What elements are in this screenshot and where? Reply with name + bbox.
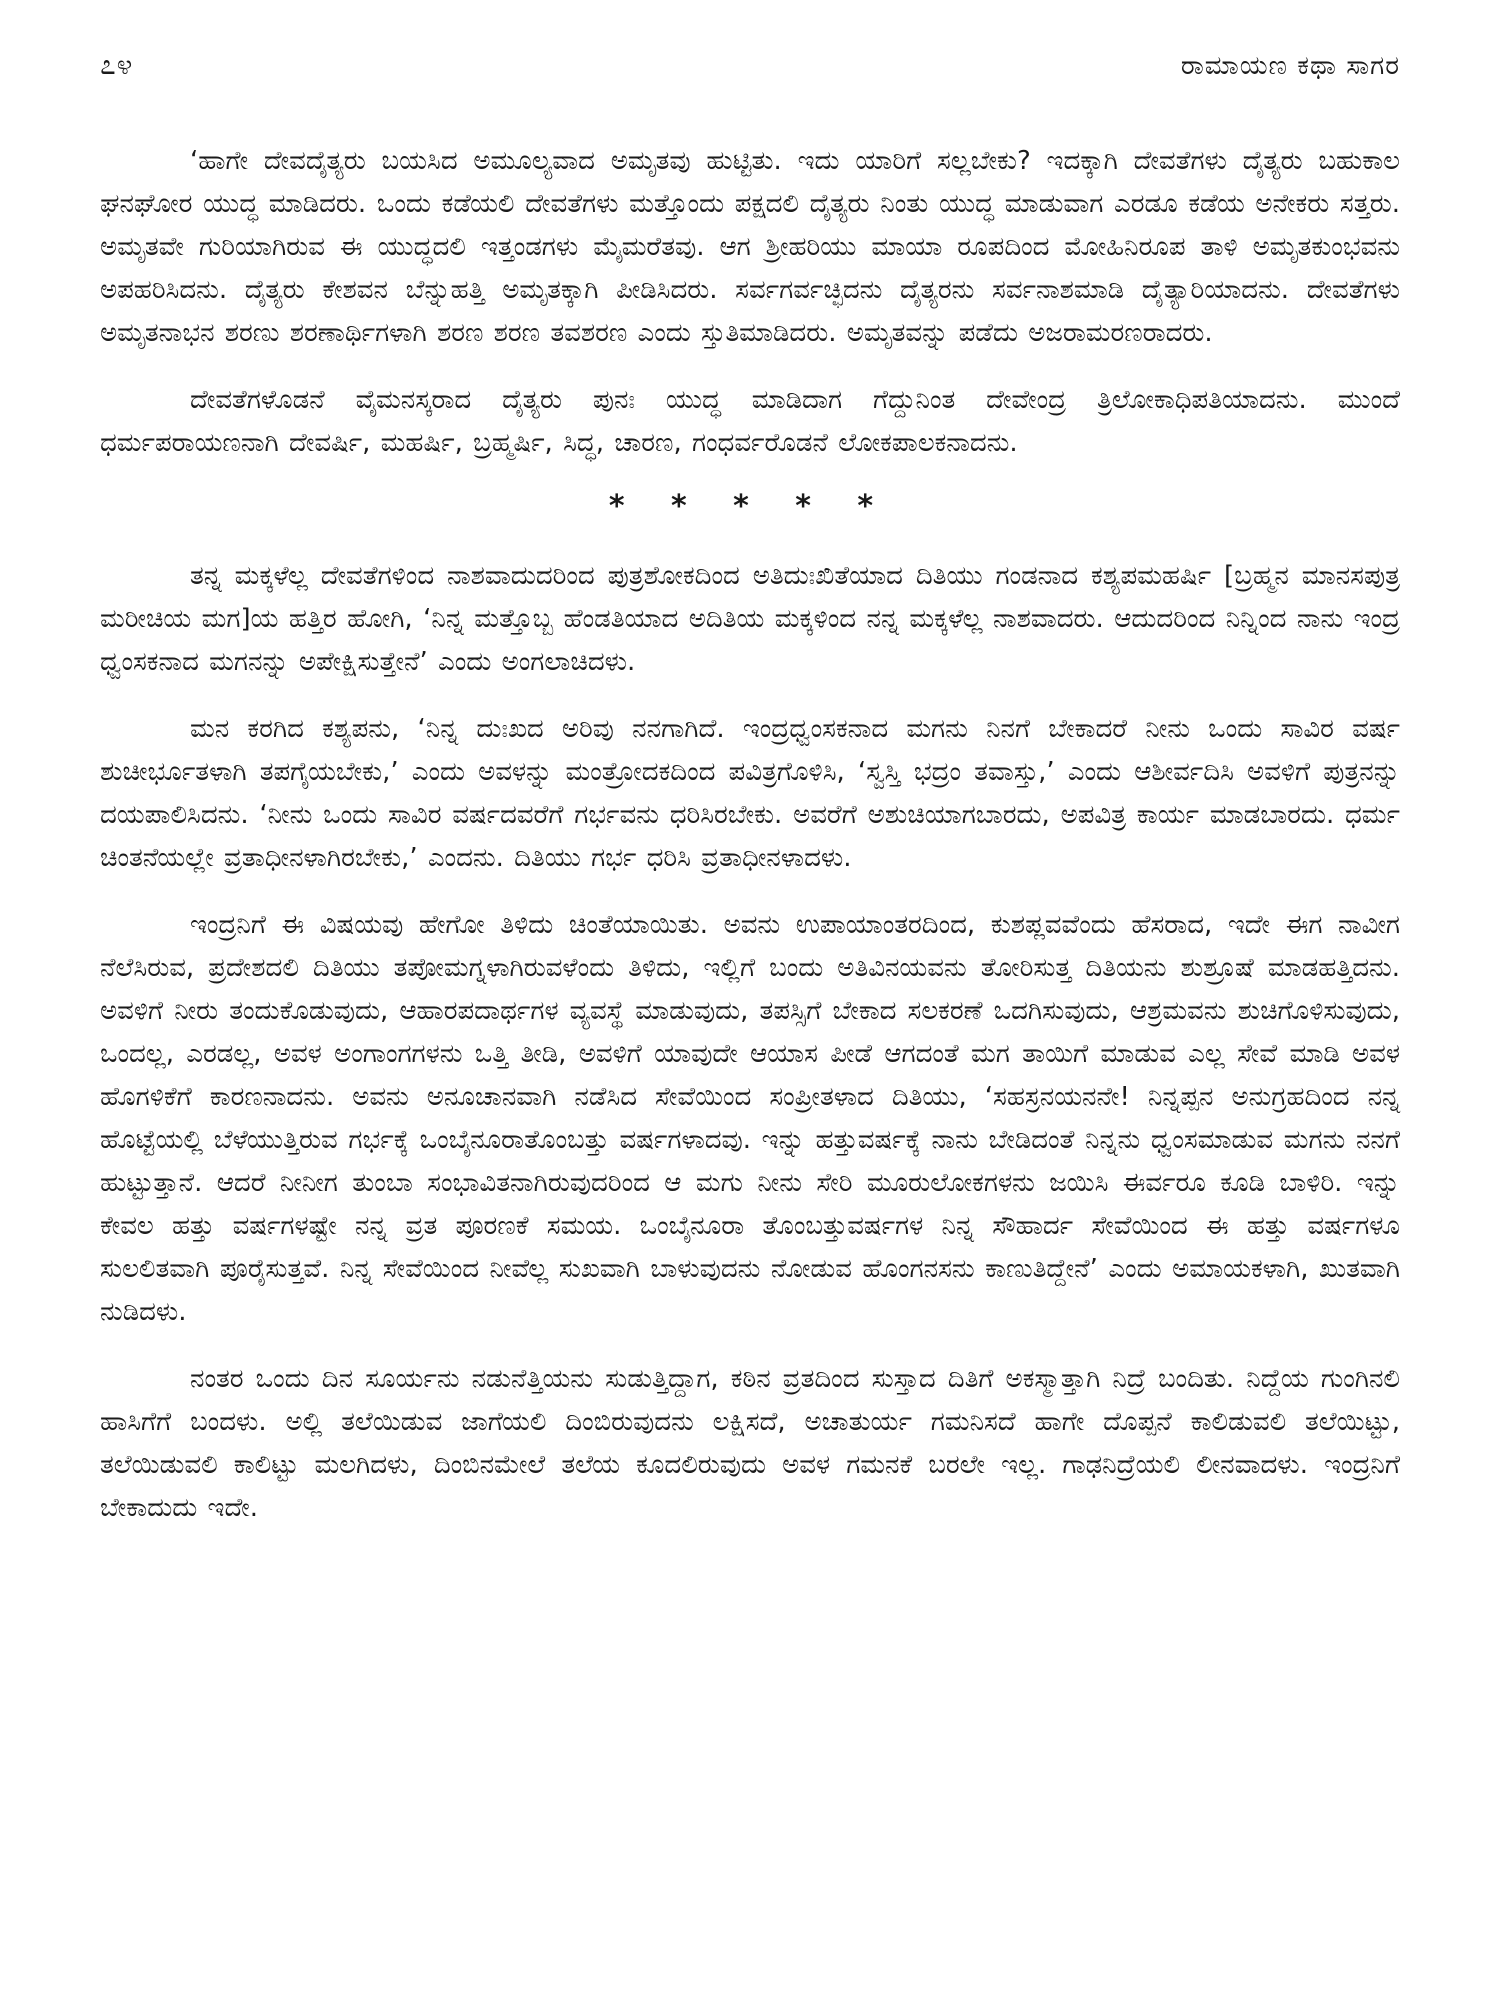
section-separator: * * * * *	[608, 489, 892, 524]
page-header	[100, 48, 1400, 98]
paragraph-diti-sleep: ನಂತರ ಒಂದು ದಿನ ಸೂರ್ಯನು ನಡುನೆತ್ತಿಯನು ಸುಡುತ್ತಿದ್ದಾಗ, ಕಠಿನ ವ್ರತದಿಂದ ಸುಸ್ತಾದ ದಿತಿಗೆ ಅಕಸ್ಮಾತ್ತಾಗಿ ನಿದ್ರೆ ಬಂದಿತು. ನಿದ್ದೆಯ ಗುಂಗಿನಲಿ ಹಾಸಿಗೆಗೆ ಬಂದಳು. ಅಲ್ಲಿ ತಲೆಯಿಡುವ ಜಾಗೆಯಲಿ ದಿಂಬಿರುವುದನು ಲಕ್ಷಿಸದೆ, ಅಚಾತುರ್ಯ ಗಮನಿಸದೆ ಹಾಗೇ ದೊಪ್ಪನೆ ಕಾಲಿಡುವಲಿ ತಲೆಯಿಟ್ಟು, ತಲೆಯಿಡುವಲಿ ಕಾಲಿಟ್ಟು ಮಲಗಿದಳು, ದಿಂಬಿನಮೇಲೆ ತಲೆಯ ಕೂದಲಿರುವುದು ಅವಳ ಗಮನಕೆ ಬರಲೇ ಇಲ್ಲ. ಗಾಢನಿದ್ರೆಯಲಿ ಲೀನವಾದಳು. ಇಂದ್ರನಿಗೆ ಬೇಕಾದುದು ಇದೇ.	[100, 1364, 1400, 1523]
paragraph-diti-request: ತನ್ನ ಮಕ್ಕಳೆಲ್ಲ ದೇವತೆಗಳಿಂದ ನಾಶವಾದುದರಿಂದ ಪುತ್ರಶೋಕದಿಂದ ಅತಿದುಃಖಿತೆಯಾದ ದಿತಿಯು ಗಂಡನಾದ ಕಶ್ಯಪಮಹರ್ಷಿ [ಬ್ರಹ್ಮನ ಮಾನಸಪುತ್ರ ಮರೀಚಿಯ ಮಗ]ಯ ಹತ್ತಿರ ಹೋಗಿ, ‘ನಿನ್ನ ಮತ್ತೊಬ್ಬ ಹೆಂಡತಿಯಾದ ಅದಿತಿಯ ಮಕ್ಕಳಿಂದ ನನ್ನ ಮಕ್ಕಳೆಲ್ಲ ನಾಶವಾದರು. ಆದುದರಿಂದ ನಿನ್ನಿಂದ ನಾನು ಇಂದ್ರ ಧ್ವಂಸಕನಾದ ಮಗನನ್ನು ಅಪೇಕ್ಷಿಸುತ್ತೇನೆ’ ಎಂದು ಅಂಗಲಾಚಿದಳು.	[100, 561, 1400, 677]
paragraph-amrita-churning: ‘ಹಾಗೇ ದೇವದೈತ್ಯರು ಬಯಸಿದ ಅಮೂಲ್ಯವಾದ ಅಮೃತವು ಹುಟ್ಟಿತು. ಇದು ಯಾರಿಗೆ ಸಲ್ಲಬೇಕು? ಇದಕ್ಕಾಗಿ ದೇವತೆಗಳು ದೈತ್ಯರು ಬಹುಕಾಲ ಘನಘೋರ ಯುದ್ಧ ಮಾಡಿದರು. ಒಂದು ಕಡೆಯಲಿ ದೇವತೆಗಳು ಮತ್ತೊಂದು ಪಕ್ಷದಲಿ ದೈತ್ಯರು ನಿಂತು ಯುದ್ಧ ಮಾಡುವಾಗ ಎರಡೂ ಕಡೆಯ ಅನೇಕರು ಸತ್ತರು. ಅಮೃತವೇ ಗುರಿಯಾಗಿರುವ ಈ ಯುದ್ಧದಲಿ ಇತ್ತಂಡಗಳು ಮೈಮರೆತವು. ಆಗ ಶ್ರೀಹರಿಯು ಮಾಯಾ ರೂಪದಿಂದ ಮೋಹಿನಿರೂಪ ತಾಳಿ ಅಮೃತಕುಂಭವನು ಅಪಹರಿಸಿದನು. ದೈತ್ಯರು ಕೇಶವನ ಬೆನ್ನುಹತ್ತಿ ಅಮೃತಕ್ಕಾಗಿ ಪೀಡಿಸಿದರು. ಸರ್ವಗರ್ವಚ್ಛಿದನು ದೈತ್ಯರನು ಸರ್ವನಾಶಮಾಡಿ ದೈತ್ಯಾರಿಯಾದನು. ದೇವತೆಗಳು ಅಮೃತನಾಭನ ಶರಣು ಶರಣಾರ್ಥಿಗಳಾಗಿ ಶರಣ ಶರಣ ತವಶರಣ ಎಂದು ಸ್ತುತಿಮಾಡಿದರು. ಅಮೃತವನ್ನು ಪಡೆದು ಅಜರಾಮರಣರಾದರು.	[100, 146, 1400, 348]
paragraph-devendra-victory: ದೇವತೆಗಳೊಡನೆ ವೈಮನಸ್ಕರಾದ ದೈತ್ಯರು ಪುನಃ ಯುದ್ಧ ಮಾಡಿದಾಗ ಗೆದ್ದುನಿಂತ ದೇವೇಂದ್ರ ತ್ರಿಲೋಕಾಧಿಪತಿಯಾದನು. ಮುಂದೆ ಧರ್ಮಪರಾಯಣನಾಗಿ ದೇವರ್ಷಿ, ಮಹರ್ಷಿ, ಬ್ರಹ್ಮರ್ಷಿ, ಸಿದ್ಧ, ಚಾರಣ, ಗಂಧರ್ವರೊಡನೆ ಲೋಕಪಾಲಕನಾದನು.	[100, 385, 1400, 458]
paragraph-indra-service: ಇಂದ್ರನಿಗೆ ಈ ವಿಷಯವು ಹೇಗೋ ತಿಳಿದು ಚಿಂತೆಯಾಯಿತು. ಅವನು ಉಪಾಯಾಂತರದಿಂದ, ಕುಶಪ್ಲವವೆಂದು ಹೆಸರಾದ, ಇದೇ ಈಗ ನಾವೀಗ ನೆಲೆಸಿರುವ, ಪ್ರದೇಶದಲಿ ದಿತಿಯು ತಪೋಮಗ್ನಳಾಗಿರುವಳೆಂದು ತಿಳಿದು, ಇಲ್ಲಿಗೆ ಬಂದು ಅತಿವಿನಯವನು ತೋರಿಸುತ್ತ ದಿತಿಯನು ಶುಶ್ರೂಷೆ ಮಾಡಹತ್ತಿದನು. ಅವಳಿಗೆ ನೀರು ತಂದುಕೊಡುವುದು, ಆಹಾರಪದಾರ್ಥಗಳ ವ್ಯವಸ್ಥೆ ಮಾಡುವುದು, ತಪಸ್ಸಿಗೆ ಬೇಕಾದ ಸಲಕರಣೆ ಒದಗಿಸುವುದು, ಆಶ್ರಮವನು ಶುಚಿಗೊಳಿಸುವುದು, ಒಂದಲ್ಲ, ಎರಡಲ್ಲ, ಅವಳ ಅಂಗಾಂಗಗಳನು ಒತ್ತಿ ತೀಡಿ, ಅವಳಿಗೆ ಯಾವುದೇ ಆಯಾಸ ಪೀಡೆ ಆಗದಂತೆ ಮಗ ತಾಯಿಗೆ ಮಾಡುವ ಎಲ್ಲ ಸೇವೆ ಮಾಡಿ ಅವಳ ಹೊಗಳಿಕೆಗೆ ಕಾರಣನಾದನು. ಅವನು ಅನೂಚಾನವಾಗಿ ನಡೆಸಿದ ಸೇವೆಯಿಂದ ಸಂಪ್ರೀತಳಾದ ದಿತಿಯು, ‘ಸಹಸ್ರನಯನನೇ! ನಿನ್ನಪ್ಪನ ಅನುಗ್ರಹದಿಂದ ನನ್ನ ಹೊಟ್ಟೆಯಲ್ಲಿ ಬೆಳೆಯುತ್ತಿರುವ ಗರ್ಭಕ್ಕೆ ಒಂಬೈನೂರಾತೊಂಬತ್ತು ವರ್ಷಗಳಾದವು. ಇನ್ನು ಹತ್ತುವರ್ಷಕ್ಕೆ ನಾನು ಬೇಡಿದಂತೆ ನಿನ್ನನು ಧ್ವಂಸಮಾಡುವ ಮಗನು ನನಗೆ ಹುಟ್ಟುತ್ತಾನೆ. ಆದರೆ ನೀನೀಗ ತುಂಬಾ ಸಂಭಾವಿತನಾಗಿರುವುದರಿಂದ ಆ ಮಗು ನೀನು ಸೇರಿ ಮೂರುಲೋಕಗಳನು ಜಯಿಸಿ ಈರ್ವರೂ ಕೂಡಿ ಬಾಳಿರಿ. ಇನ್ನು ಕೇವಲ ಹತ್ತು ವರ್ಷಗಳಷ್ಟೇ ನನ್ನ ವ್ರತ ಪೂರಣಕೆ ಸಮಯ. ಒಂಬೈನೂರಾ ತೊಂಬತ್ತುವರ್ಷಗಳ ನಿನ್ನ ಸೌಹಾರ್ದ ಸೇವೆಯಿಂದ ಈ ಹತ್ತು ವರ್ಷಗಳೂ ಸುಲಲಿತವಾಗಿ ಪೂರೈಸುತ್ತವೆ. ನಿನ್ನ ಸೇವೆಯಿಂದ ನೀವೆಲ್ಲ ಸುಖವಾಗಿ ಬಾಳುವುದನು ನೋಡುವ ಹೊಂಗನಸನು ಕಾಣುತಿದ್ದೇನೆ’ ಎಂದು ಅಮಾಯಕಳಾಗಿ, ಖುತವಾಗಿ ನುಡಿದಳು.	[100, 910, 1400, 1327]
paragraph-kashyapa-boon: ಮನ ಕರಗಿದ ಕಶ್ಯಪನು, ‘ನಿನ್ನ ದುಃಖದ ಅರಿವು ನನಗಾಗಿದೆ. ಇಂದ್ರಧ್ವಂಸಕನಾದ ಮಗನು ನಿನಗೆ ಬೇಕಾದರೆ ನೀನು ಒಂದು ಸಾವಿರ ವರ್ಷ ಶುಚೀರ್ಭೂತಳಾಗಿ ತಪಗೈಯಬೇಕು,’ ಎಂದು ಅವಳನ್ನು ಮಂತ್ರೋದಕದಿಂದ ಪವಿತ್ರಗೊಳಿಸಿ, ‘ಸ್ವಸ್ತಿ ಭದ್ರಂ ತವಾಸ್ತು,’ ಎಂದು ಆಶೀರ್ವದಿಸಿ ಅವಳಿಗೆ ಪುತ್ರನನ್ನು ದಯಪಾಲಿಸಿದನು. ‘ನೀನು ಒಂದು ಸಾವಿರ ವರ್ಷದವರೆಗೆ ಗರ್ಭವನು ಧರಿಸಿರಬೇಕು. ಅವರೆಗೆ ಅಶುಚಿಯಾಗಬಾರದು, ಅಪವಿತ್ರ ಕಾರ್ಯ ಮಾಡಬಾರದು. ಧರ್ಮ ಚಿಂತನೆಯಲ್ಲೇ ವ್ರತಾಧೀನಳಾಗಿರಬೇಕು,’ ಎಂದನು. ದಿತಿಯು ಗರ್ಭ ಧರಿಸಿ ವ್ರತಾಧೀನಳಾದಳು.	[100, 714, 1400, 873]
page-body	[100, 140, 1400, 1530]
page-number: ೭೪	[100, 48, 134, 81]
running-title: ರಾಮಾಯಣ ಕಥಾ ಸಾಗರ	[1180, 51, 1400, 81]
